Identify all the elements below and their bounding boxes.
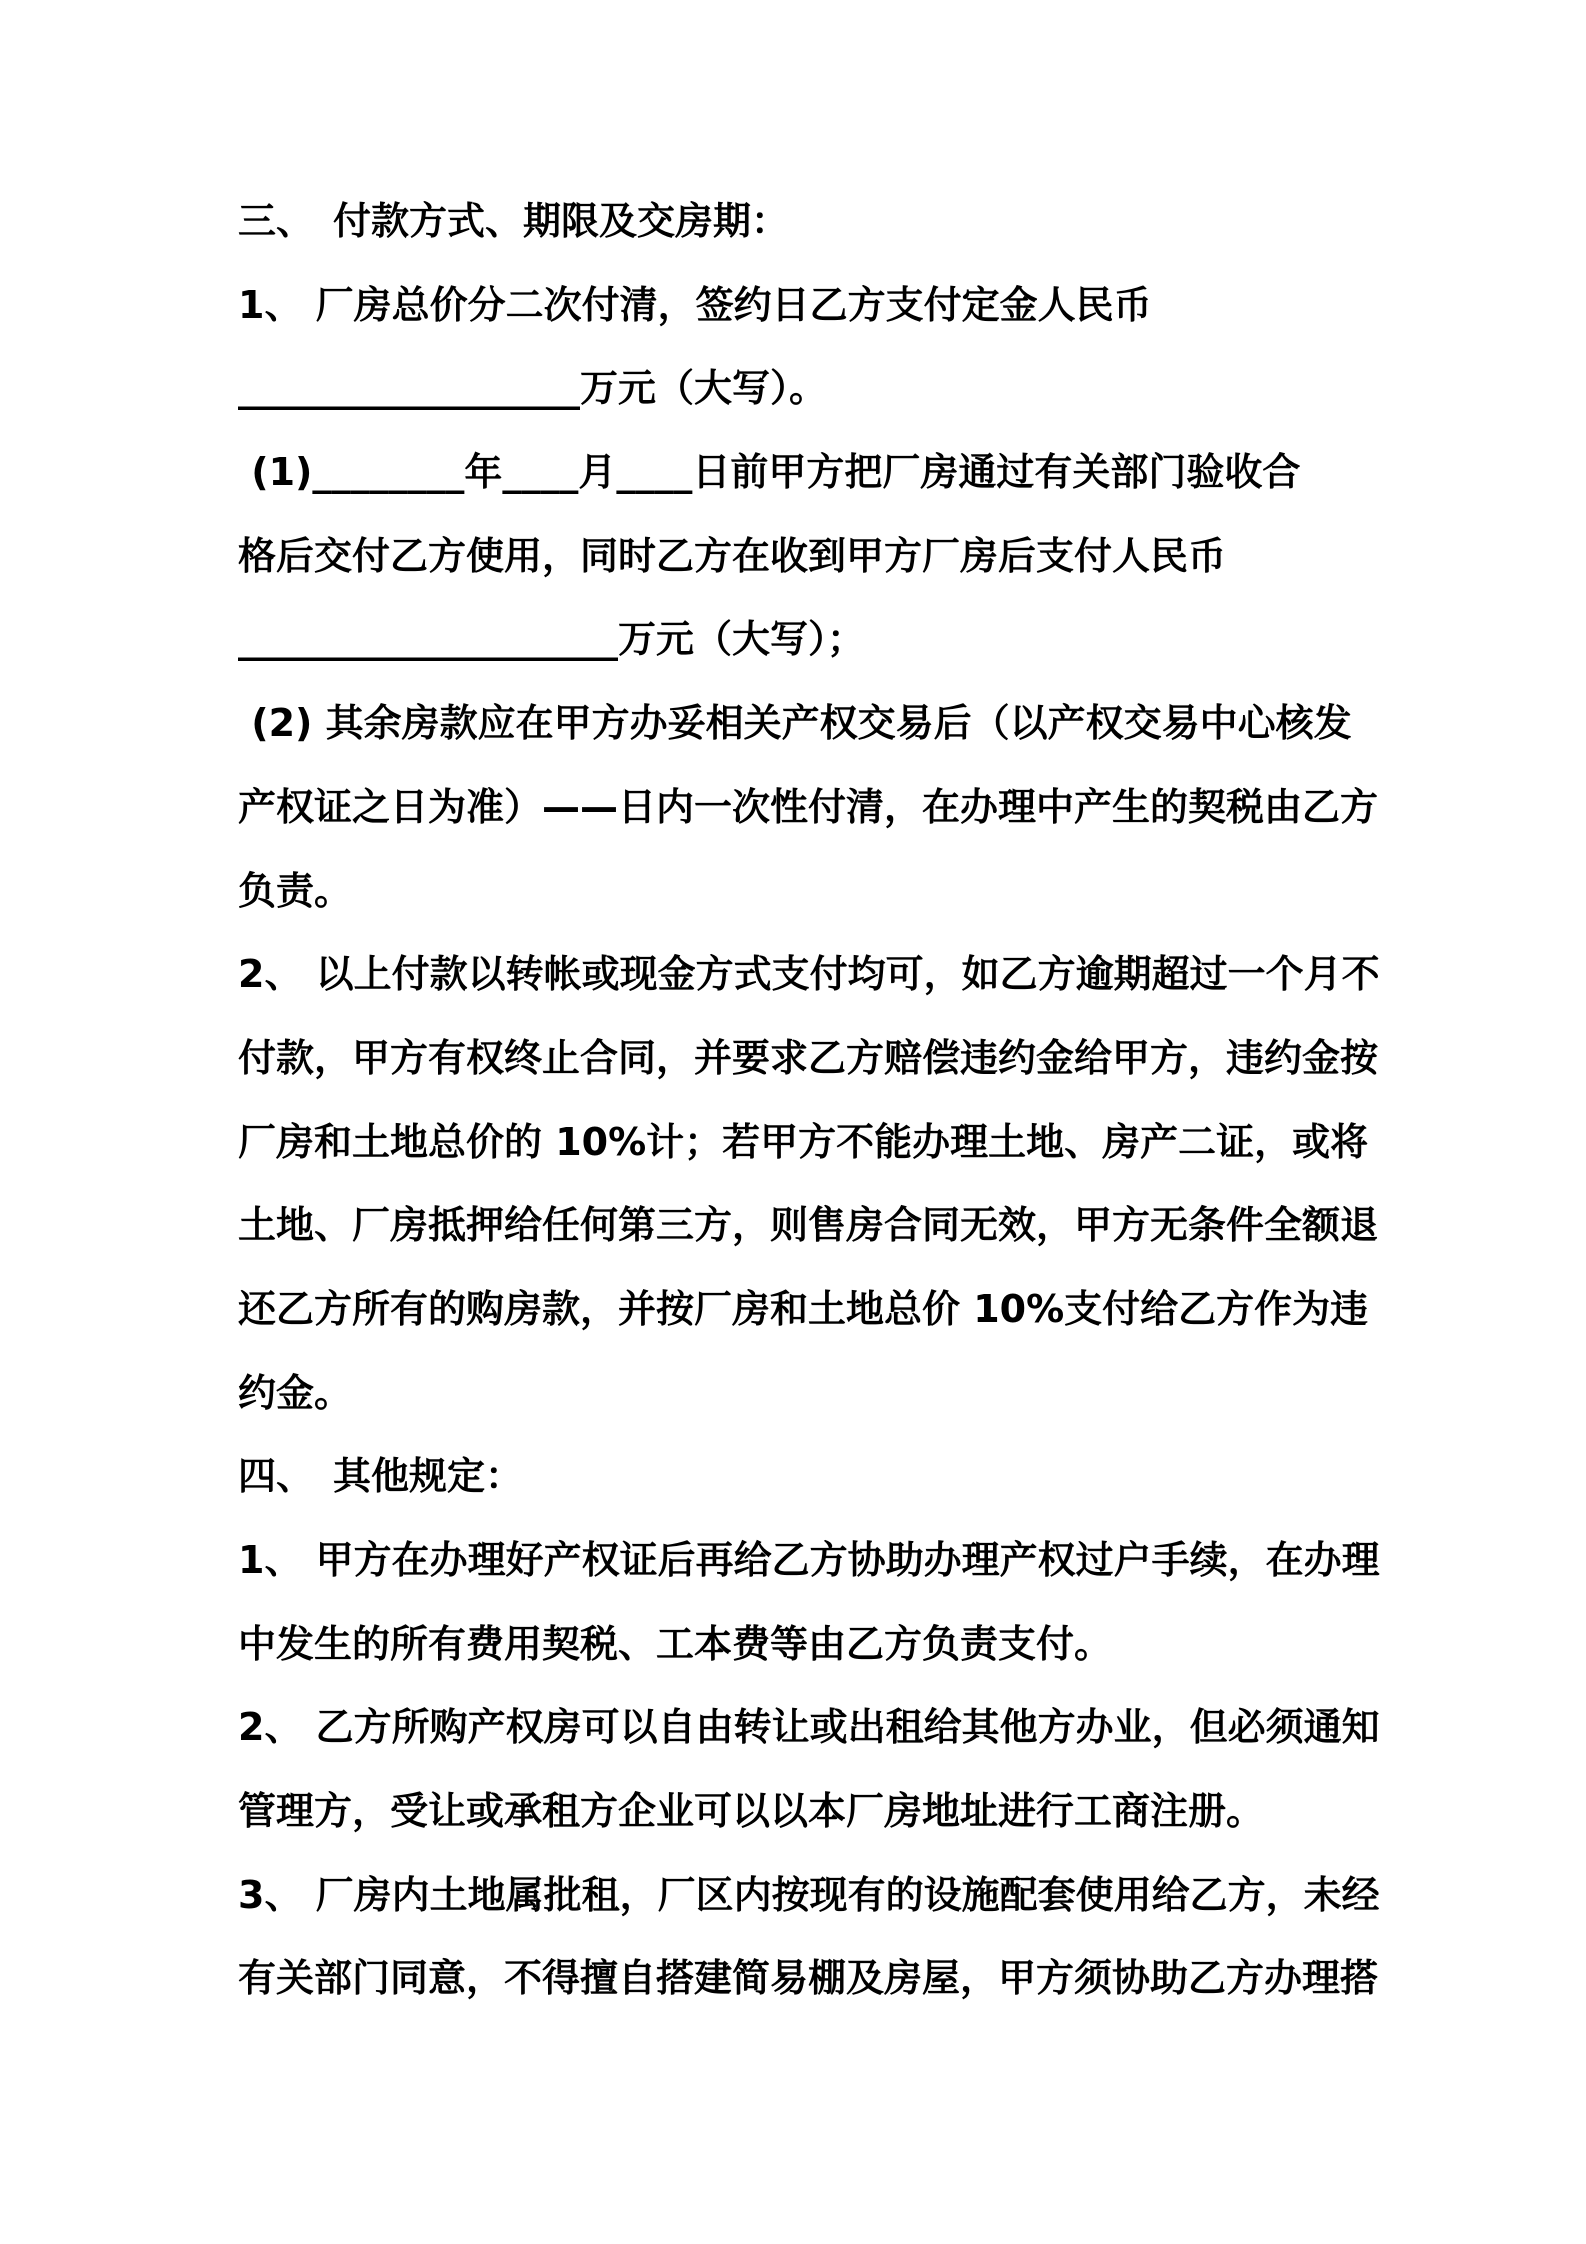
- contract-body: [238, 180, 1380, 2021]
- text-line: 管理方，受让或承租方企业可以以本厂房地址进行工商注册。: [238, 1789, 1265, 1834]
- text-line: 1、 甲方在办理好产权证后再给乙方协助办理产权过户手续，在办理: [238, 1538, 1380, 1582]
- text-line: 土地、厂房抵押给任何第三方，则售房合同无效，甲方无条件全额退: [238, 1203, 1379, 1248]
- text-line: 四、 其他规定：: [238, 1454, 524, 1499]
- text-line: (1)________年____月____日前甲方把厂房通过有关部门验收合: [238, 450, 1301, 495]
- text-line: 2、 乙方所购产权房可以自由转让或出租给其他方办业，但必须通知: [238, 1705, 1380, 1750]
- text-line: 还乙方所有的购房款，并按厂房和土地总价 10%支付给乙方作为违: [238, 1286, 1369, 1331]
- text-line: 约金。: [238, 1370, 353, 1415]
- text-line: 负责。: [238, 868, 353, 913]
- text-line: 格后交付乙方使用，同时乙方在收到甲方厂房后支付人民币: [238, 533, 1227, 578]
- text-line: ____________________万元（大写）；: [238, 617, 866, 662]
- text-line: 3、 厂房内土地属批租，厂区内按现有的设施配套使用给乙方，未经: [238, 1872, 1380, 1917]
- text-line: 有关部门同意，不得擅自搭建简易棚及房屋，甲方须协助乙方办理搭: [238, 1956, 1379, 2001]
- text-line: (2) 其余房款应在甲方办妥相关产权交易后（以产权交易中心核发: [238, 701, 1352, 746]
- text-line: 1、 厂房总价分二次付清，签约日乙方支付定金人民币: [238, 282, 1152, 327]
- text-line: 2、 以上付款以转帐或现金方式支付均可，如乙方逾期超过一个月不: [238, 952, 1380, 997]
- text-line: 产权证之日为准）——日内一次性付清，在办理中产生的契税由乙方: [238, 784, 1379, 829]
- text-line: 付款，甲方有权终止合同，并要求乙方赔偿违约金给甲方，违约金按: [238, 1035, 1379, 1080]
- text-line: 中发生的所有费用契税、工本费等由乙方负责支付。: [238, 1621, 1113, 1666]
- text-line: 三、 付款方式、期限及交房期：: [238, 199, 790, 243]
- text-line: 厂房和土地总价的 10%计；若甲方不能办理土地、房产二证，或将: [238, 1119, 1369, 1164]
- text-line: __________________万元（大写）。: [238, 366, 828, 411]
